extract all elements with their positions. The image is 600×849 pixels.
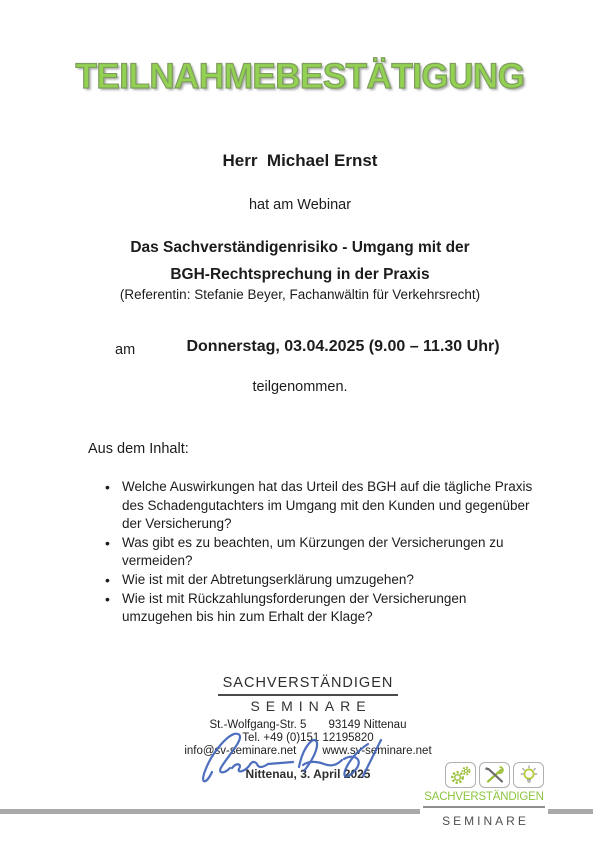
date-label: am xyxy=(115,342,136,358)
gears-icon xyxy=(448,765,474,785)
referent-note: (Referentin: Stefanie Beyer, Fachanwältin für Verkehrsrecht) xyxy=(119,287,481,302)
recipient-name: Herr Michael Ernst xyxy=(222,151,378,170)
participation-text: teilgenommen. xyxy=(252,379,348,395)
bullet-line: Was gibt es zu beachten, um Kürzungen der Versicherungen zu xyxy=(122,534,504,550)
certificate-title: TEILNAHMEBESTÄTIGUNG xyxy=(75,57,525,96)
signature xyxy=(198,722,390,794)
footer-divider-left xyxy=(0,809,420,814)
bullet-line: des Schadengutachters im Umgang mit den Kunden und gegenüber xyxy=(122,497,530,513)
brand-subname: SEMINARE xyxy=(442,814,529,828)
brand-logo-icons xyxy=(445,762,544,788)
org-name: SACHVERSTÄNDIGEN xyxy=(218,675,399,696)
footer-divider-right xyxy=(548,809,593,814)
website: www.sv-seminare.net xyxy=(322,745,432,757)
webinar-title-line2: BGH-Rechtsprechung in der Praxis xyxy=(170,266,430,283)
bullet-icon: • xyxy=(105,534,110,551)
place-date: Nittenau, 3. April 2025 xyxy=(245,767,371,781)
list-item xyxy=(105,571,532,590)
webinar-title xyxy=(0,234,600,288)
date-value: Donnerstag, 03.04.2025 (9.00 – 11.30 Uhr) xyxy=(186,338,500,355)
content-heading: Aus dem Inhalt: xyxy=(88,441,189,457)
bullet-icon: • xyxy=(105,571,110,588)
bullet-icon: • xyxy=(105,590,110,607)
list-item xyxy=(105,478,533,534)
bullet-line: vermeiden? xyxy=(122,553,193,569)
org-subname: SEMINARE xyxy=(250,698,372,714)
bullet-line: Welche Auswirkungen hat das Urteil des BGH auf die tägliche Praxis xyxy=(122,479,533,494)
icon-tile xyxy=(513,762,544,788)
bullet-line: Wie ist mit der Abtretungserklärung umzugehen? xyxy=(122,571,414,587)
street: St.-Wolfgang-Str. 5 xyxy=(209,719,307,731)
bullet-icon: • xyxy=(105,479,110,495)
webinar-title-line1: Das Sachverständigenrisiko - Umgang mit der xyxy=(130,239,470,256)
lightbulb-icon xyxy=(516,765,542,785)
bullet-line: Wie ist mit Rückzahlungsforderungen der Versicherungen xyxy=(122,590,467,606)
tools-icon xyxy=(482,765,508,785)
bullet-line: der Versicherung? xyxy=(122,516,232,532)
brand-name: SACHVERSTÄNDIGEN xyxy=(424,791,544,803)
bullet-line: umzugehen bis hin zum Erhalt der Klage? xyxy=(122,609,373,625)
phone: Tel. +49 (0)151 12195820 xyxy=(242,732,374,744)
email: info@sv-seminare.net xyxy=(184,745,297,757)
list-item xyxy=(105,590,532,627)
icon-tile xyxy=(445,762,476,788)
icon-tile xyxy=(479,762,510,788)
city: 93149 Nittenau xyxy=(328,719,407,731)
intro-text: hat am Webinar xyxy=(248,197,352,213)
list-item xyxy=(105,534,532,571)
content-bullet-list xyxy=(105,478,533,627)
brand-underline xyxy=(423,806,545,808)
